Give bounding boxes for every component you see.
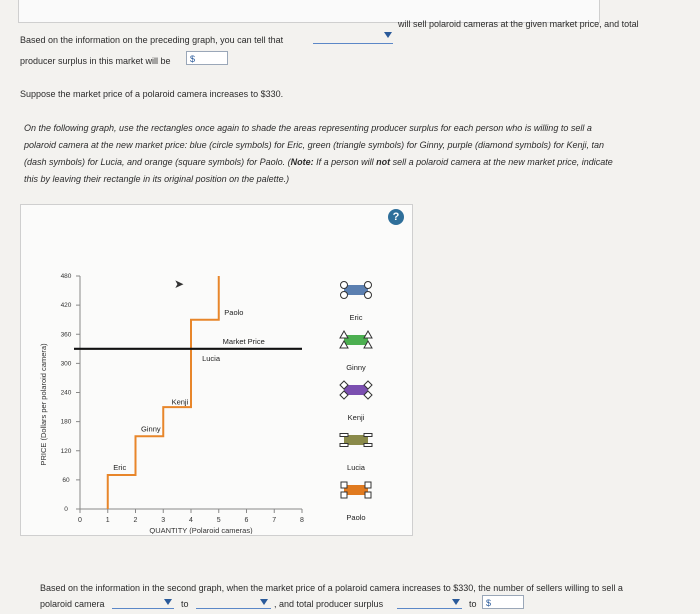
circle-icon [365, 292, 372, 299]
step-label-ginny: Ginny [141, 424, 161, 434]
dash-icon [364, 434, 372, 437]
supply-curve [108, 276, 219, 509]
not-word: not [376, 157, 391, 167]
instructions-line3-part2: If a person will [313, 157, 377, 167]
palette-item-eric[interactable] [341, 282, 372, 323]
y-tick-label: 120 [60, 447, 72, 455]
triangle-icon [364, 331, 372, 338]
chevron-down-icon[interactable] [260, 599, 268, 605]
x-tick-label: 7 [272, 517, 277, 524]
palette-label-eric: Eric [349, 313, 363, 322]
q2-to1: to [181, 599, 189, 609]
chevron-down-icon[interactable] [452, 599, 460, 605]
dash-icon [340, 434, 348, 437]
y-tick-label: 0 [64, 506, 68, 513]
palette-item-lucia[interactable] [340, 434, 372, 473]
q2-to2: to [469, 599, 477, 609]
palette-item-kenji[interactable] [340, 381, 372, 422]
step-label-lucia: Lucia [202, 353, 221, 363]
dash-icon [340, 444, 348, 447]
palette-label-ginny: Ginny [346, 363, 366, 372]
instructions-line3 [24, 156, 613, 168]
instructions-line4: this by leaving their rectangle in its original position on the palette.) [24, 174, 290, 184]
palette-label-paolo: Paolo [346, 513, 366, 522]
y-axis-title: PRICE (Dollars per polaroid camera) [39, 343, 48, 466]
palette-item-ginny[interactable] [340, 331, 372, 372]
y-tick-label: 480 [60, 273, 72, 280]
x-tick-label: 5 [216, 517, 221, 524]
square-icon [341, 492, 347, 498]
x-axis-title: QUANTITY (Polaroid cameras) [149, 526, 253, 534]
square-icon [365, 492, 371, 498]
x-tick-label: 4 [189, 517, 193, 524]
chevron-down-icon[interactable] [164, 599, 172, 605]
palette-rect [344, 385, 368, 395]
y-tick-label: 300 [60, 360, 72, 368]
supply-steps [74, 276, 302, 509]
cursor-icon: ➤ [174, 277, 185, 291]
market-price-label: Market Price [222, 336, 265, 346]
circle-icon [365, 282, 372, 289]
x-tick-label: 0 [78, 517, 82, 524]
circle-icon [341, 282, 348, 289]
instructions-line1: On the following graph, use the rectangles once again to shade the areas representing producer surplus for each person who is willing to sell a [24, 123, 592, 133]
instructions-line3-part3: sell a polaroid camera at the new market price, indicate [390, 157, 613, 167]
q2-surplus-dropdown[interactable] [397, 608, 462, 609]
step-label-kenji: Kenji [171, 397, 189, 407]
y-tick-label: 360 [60, 331, 72, 339]
dash-icon [364, 444, 372, 447]
chevron-down-icon[interactable] [384, 32, 392, 38]
x-tick-label: 2 [133, 517, 138, 524]
square-icon [341, 482, 347, 488]
producer-surplus-graph [20, 204, 411, 534]
q1-text-before: Based on the information on the preceding graph, you can tell that [20, 35, 284, 45]
y-tick-label: 240 [60, 389, 72, 397]
q1-surplus-input[interactable]: $ [186, 51, 228, 65]
x-tick-label: 1 [105, 517, 110, 524]
q1-text-after: will sell polaroid cameras at the given market price, and total [398, 19, 639, 29]
palette-item-paolo[interactable] [341, 482, 371, 522]
market-change-text: Suppose the market price of a polaroid camera increases to $330. [20, 89, 284, 99]
note-label: Note: [290, 157, 314, 167]
q2-text2b: , and total producer surplus [274, 599, 384, 609]
y-tick-label: 60 [62, 476, 70, 484]
q2-surplus-input[interactable]: $ [482, 595, 524, 609]
instructions-line3-part1: (dash symbols) for Lucia, and orange (square symbols) for Paolo. ( [24, 157, 291, 167]
triangle-icon [340, 331, 348, 338]
x-tick-label: 8 [300, 517, 304, 524]
palette-rect [344, 485, 368, 495]
step-label-eric: Eric [113, 463, 127, 473]
help-icon[interactable]: ? [388, 209, 404, 225]
q2-text2a: polaroid camera [40, 599, 105, 609]
q2-text1: Based on the information in the second graph, when the market price of a polaroid camera increases to $330, the number of sellers willing to sell a [40, 583, 623, 593]
q2-to-dropdown[interactable] [196, 608, 271, 609]
q2-from-dropdown[interactable] [112, 608, 174, 609]
q1-sellers-dropdown[interactable] [313, 43, 393, 44]
instructions-line2: polaroid camera at the new market price: blue (circle symbols) for Eric, green (triangle symbols) for Ginny, purple (diamond symbols) for Kenji, tan [24, 140, 605, 150]
step-labels [113, 308, 243, 472]
y-tick-label: 420 [60, 302, 72, 310]
x-tick-label: 6 [244, 517, 249, 524]
square-icon [365, 482, 371, 488]
palette-label-kenji: Kenji [347, 413, 365, 422]
palette[interactable] [340, 282, 372, 523]
step-label-paolo: Paolo [224, 307, 244, 317]
y-tick-label: 180 [60, 418, 72, 426]
x-tick-label: 3 [161, 517, 166, 524]
circle-icon [341, 292, 348, 299]
q1-line2: producer surplus in this market will be [20, 56, 171, 66]
palette-label-lucia: Lucia [347, 463, 365, 472]
